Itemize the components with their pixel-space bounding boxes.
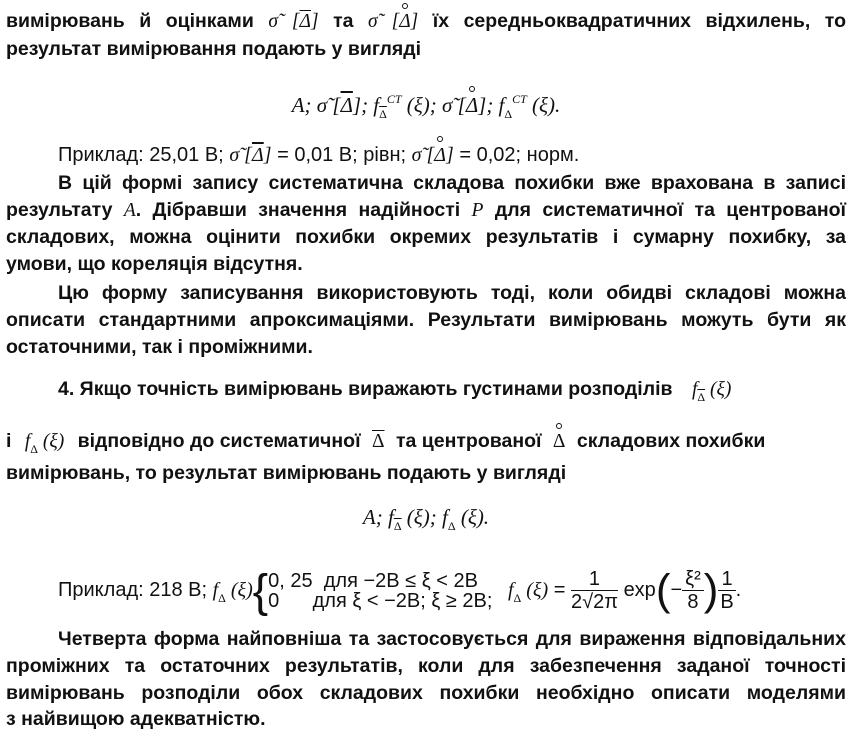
formula2: A; $f_{\overline{\Delta}}$ (ξ); $f_\Delta$ (ξ). (362, 505, 490, 533)
para3-line2: описати стандартними апроксимаціями. Результати вимірювань можуть бути як (6, 309, 846, 331)
para5-line3: вимірювань розподіли обох складових похибки необхідно описати моделями (6, 682, 846, 704)
para1-line1: вимірювань й оцінками σ̃ $[\overline{\Delta}]$ та σ̃ [Δ] їх середньоквадратичних відхилень, то (6, 8, 846, 35)
fraction-1: $\frac{1}{2√2\pi}$ (570, 568, 618, 614)
para4-line1: 4. Якщо точність вимірювань виражають густинами розподілів $f_{\overline{\Delta}}$ (ξ) (58, 378, 732, 404)
example1: Приклад: 25,01 В; σ̃ $[\overline{\Delta}] = 0,01$ В; рівн; σ̃ [Δ] = 0,02; норм. (58, 144, 580, 166)
para3-line3: остаточними, так і проміжними. (6, 336, 313, 358)
para4-line3: вимірювань, то результат вимірювань подають у вигляді (6, 462, 567, 484)
para5-line4: з найвищою адекватністю. (6, 708, 266, 730)
para2-line2: результату A. Дібравши значення надійності P для систематичної та центрованої (6, 199, 847, 221)
example2: Приклад: 218 В; $f_\Delta$ (ξ){0, 25 для −2В ≤ ξ < 2В 0 для ξ < −2В; ξ ≥ 2В; $f_\Delta$ (ξ) = $\frac{1}{2√2\pi}$ exp(− $\frac{\text{ξ²}}{8}$ ) $\frac{1}{В}$ . (58, 564, 742, 617)
para3-line1: Цю форму записування використовують тоді, коли обидві складові можна (58, 282, 846, 304)
piecewise-cases: 0, 25 для −2В ≤ ξ < 2В 0 для ξ < −2В; ξ ≥ 2В; (268, 569, 493, 612)
para5-line2: проміжних та остаточних результатів, коли для забезпечення заданої точності (6, 655, 846, 677)
para1-line2: результат вимірювання подають у вигляді (6, 38, 422, 60)
para2-line4: умови, що кореляція відсутня. (6, 253, 303, 275)
fraction-2: $\frac{\text{ξ²}}{8}$ (682, 568, 704, 613)
para2-line1: В цій формі запису систематична складова похибки вже врахована в записі (58, 172, 846, 194)
para5-line1: Четверта форма найповніша та застосовується для вираження відповідальних (58, 628, 846, 650)
para4-line2: і $f_\Delta$ (ξ) відповідно до систематичної $\overline{\Delta}$ та центрованої Δ складових похибки (6, 430, 766, 456)
fraction-3: $\frac{1}{В}$ (720, 568, 734, 614)
formula1: A; σ̃ $[\overline{\Delta}]$; $f_{\overline{\Delta}}^{CT}$ (ξ); σ̃ [Δ]; $f_\Delta^{CT}$ (ξ). (291, 92, 561, 121)
para2-line3: складових, можна оцінити похибки окремих результатів і сумарну похибку, за (6, 226, 846, 248)
